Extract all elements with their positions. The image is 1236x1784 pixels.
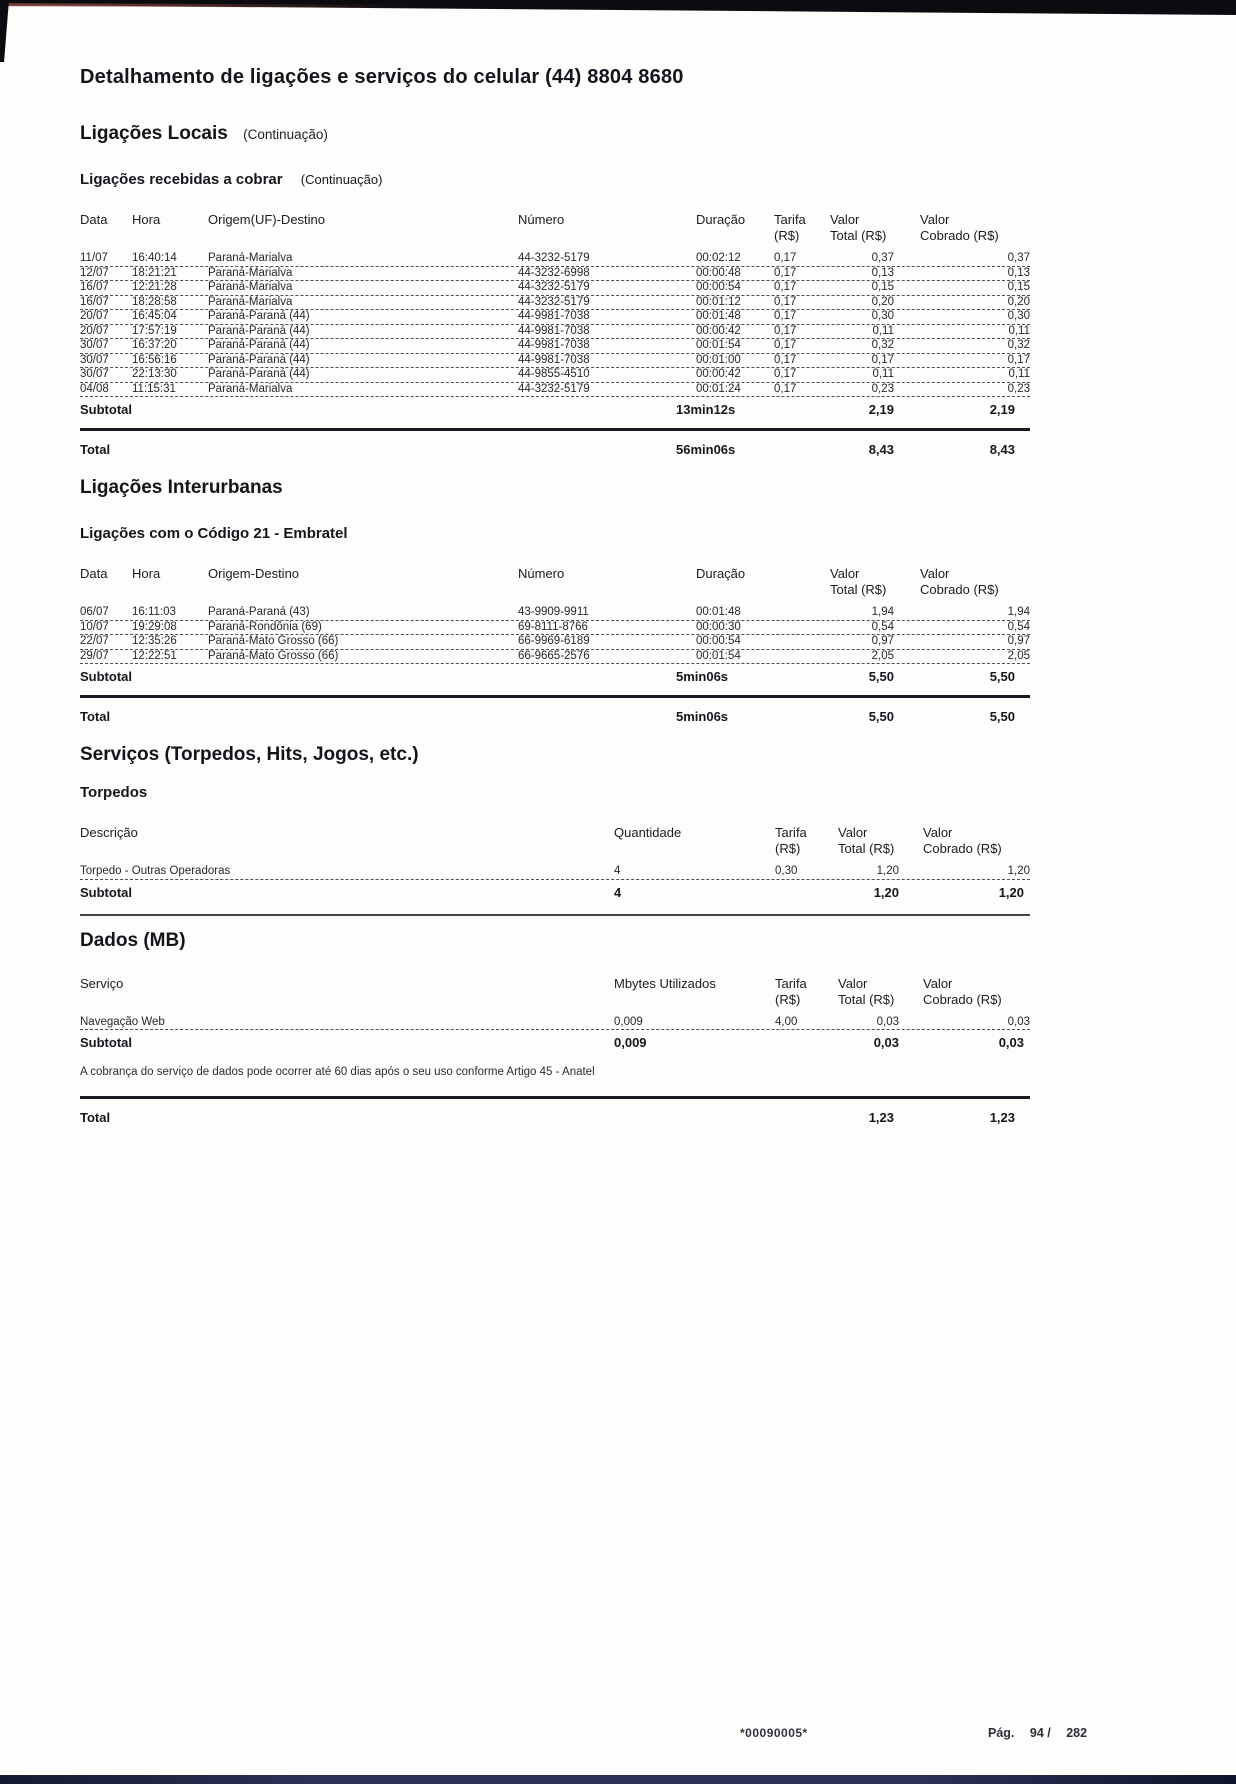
cell-origem: Paraná-Paraná (44) xyxy=(208,353,310,366)
subtotal-duration: 13min12s xyxy=(676,402,736,417)
cell-valor-total: 0,11 xyxy=(872,368,894,380)
col-header-descricao: Descrição xyxy=(80,825,138,840)
table-row xyxy=(80,296,1030,311)
cell-duracao: 00:01:00 xyxy=(696,353,741,366)
col-header-valor-total xyxy=(838,976,923,1008)
col-header-servico: Serviço xyxy=(80,975,124,991)
cell-data: 30/07 xyxy=(80,353,109,366)
col-header-valor-cobrado xyxy=(923,976,1030,1008)
subtotal-label: Subtotal xyxy=(80,669,132,684)
cell-numero: 69-8111-8766 xyxy=(518,620,588,633)
subsection-heading-codigo-21: Ligações com o Código 21 - Embratel xyxy=(80,525,348,542)
subtotal-duration: 5min06s xyxy=(676,669,729,684)
cell-duracao: 00:00:42 xyxy=(696,324,741,337)
total-row xyxy=(80,1099,1030,1131)
total-row xyxy=(80,698,1030,730)
col-header-line: Total (R$) xyxy=(838,841,895,856)
total-row xyxy=(80,431,1030,463)
cell-data: 30/07 xyxy=(80,339,109,351)
cell-hora: 16:37:20 xyxy=(132,339,177,351)
subtotal-valor-total: 2,19 xyxy=(868,402,894,417)
col-header-line: Total (R$) xyxy=(838,991,895,1007)
table-row xyxy=(80,325,1030,340)
cell-hora: 12:22:51 xyxy=(132,649,177,662)
table-row xyxy=(80,1016,1030,1031)
cell-data: 04/08 xyxy=(80,382,109,395)
service-rows-torpedos xyxy=(80,865,1030,880)
cell-data: 30/07 xyxy=(80,368,109,380)
cell-numero: 44-3232-6998 xyxy=(518,266,590,279)
section-heading-ligacoes-locais xyxy=(80,123,1030,145)
footer-page-number xyxy=(988,1726,1099,1740)
bill-content xyxy=(80,0,1030,1131)
total-label: Total xyxy=(80,709,111,724)
table-row xyxy=(80,267,1030,282)
scan-edge-bottom xyxy=(0,1775,1236,1784)
cell-numero: 44-9855-4510 xyxy=(518,368,590,380)
table-row xyxy=(80,606,1030,621)
cell-hora: 12:35:26 xyxy=(132,635,177,647)
cell-origem: Paraná-Mato Grosso (66) xyxy=(208,649,339,662)
cell-numero: 44-9981-7038 xyxy=(518,310,590,322)
subtotal-valor-cobrado: 1,20 xyxy=(998,884,1024,900)
cell-numero: 66-9969-6189 xyxy=(518,635,590,647)
subtotal-mbytes: 0,009 xyxy=(614,1035,647,1050)
col-header-tarifa xyxy=(775,825,838,857)
col-header-tarifa xyxy=(774,212,830,244)
cell-valor-cobrado: 0,11 xyxy=(1008,324,1030,337)
col-header-line: (R$) xyxy=(774,228,800,243)
total-duration: 5min06s xyxy=(676,709,729,724)
col-header-line: Valor xyxy=(838,825,868,840)
table-row xyxy=(80,621,1030,636)
table-row xyxy=(80,368,1030,383)
table-row xyxy=(80,339,1030,354)
cell-numero: 44-3232-5179 xyxy=(518,252,590,264)
footer-page-num: 94 / xyxy=(1029,1726,1051,1740)
cell-tarifa: 0,17 xyxy=(774,252,797,264)
cell-origem: Paraná-Paraná (44) xyxy=(208,368,310,380)
cell-hora: 19:29:08 xyxy=(132,620,177,633)
col-header-line: Cobrado (R$) xyxy=(920,228,999,243)
cell-valor-cobrado: 0,97 xyxy=(1007,635,1030,647)
cell-valor-total: 1,94 xyxy=(871,606,894,618)
cell-valor-cobrado: 0,20 xyxy=(1007,295,1030,308)
subtotal-valor-total: 1,20 xyxy=(873,884,899,900)
col-header-valor-total xyxy=(838,825,923,857)
table-row xyxy=(80,354,1030,369)
cell-tarifa: 0,17 xyxy=(774,281,797,293)
col-header-line: Tarifa xyxy=(775,825,807,840)
cell-valor-total: 0,17 xyxy=(871,353,894,366)
table-header-row xyxy=(80,976,1030,1008)
cell-data: 22/07 xyxy=(80,635,109,647)
col-header-line: Cobrado (R$) xyxy=(920,582,999,597)
cell-tarifa: 0,17 xyxy=(774,310,797,322)
cell-tarifa: 0,17 xyxy=(774,266,797,279)
col-header-mbytes: Mbytes Utilizados xyxy=(614,975,716,991)
cell-hora: 11:15:31 xyxy=(132,382,176,395)
table-header-row xyxy=(80,212,1030,244)
total-valor-cobrado: 5,50 xyxy=(989,709,1015,724)
col-header-line: Total (R$) xyxy=(830,582,887,597)
cell-hora: 16:56:16 xyxy=(132,353,177,366)
cell-hora: 22:13:30 xyxy=(132,368,177,380)
col-header-line: Total (R$) xyxy=(830,228,887,243)
cell-origem: Paraná-Paraná (44) xyxy=(208,310,310,322)
cell-origem: Paraná-Marialva xyxy=(208,382,293,395)
cell-numero: 44-9981-7038 xyxy=(518,353,590,366)
cell-valor-total: 0,11 xyxy=(872,324,894,337)
table-row xyxy=(80,281,1030,296)
total-valor-total: 5,50 xyxy=(868,709,894,724)
cell-duracao: 00:01:48 xyxy=(696,310,741,322)
footer-page-label: Pág. xyxy=(988,1726,1015,1740)
cell-tarifa: 0,17 xyxy=(774,324,797,337)
cell-valor-total: 1,20 xyxy=(876,865,899,877)
subtotal-valor-cobrado: 5,50 xyxy=(989,669,1015,684)
col-header-data: Data xyxy=(80,212,108,227)
col-header-hora: Hora xyxy=(132,212,161,227)
cell-valor-total: 0,30 xyxy=(871,310,894,322)
col-header-line: Valor xyxy=(920,212,950,227)
cell-duracao: 00:02:12 xyxy=(696,252,741,264)
col-header-line: Valor xyxy=(923,975,953,991)
cell-numero: 44-9981-7038 xyxy=(518,324,590,337)
total-valor-total: 1,23 xyxy=(868,1110,894,1125)
continuation-label: (Continuação) xyxy=(300,172,383,187)
cell-tarifa: 0,17 xyxy=(774,339,797,351)
cell-data: 11/07 xyxy=(80,252,108,264)
cell-origem: Paraná-Mato Grosso (66) xyxy=(208,635,339,647)
total-valor-total: 8,43 xyxy=(868,442,894,457)
col-header-numero: Número xyxy=(518,212,565,227)
cell-data: 16/07 xyxy=(80,295,109,308)
subsection-title: Ligações recebidas a cobrar xyxy=(80,171,283,188)
col-header-line: Valor xyxy=(920,566,950,581)
cell-origem: Paraná-Marialva xyxy=(208,252,293,264)
cell-valor-cobrado: 1,94 xyxy=(1007,606,1030,618)
table-row xyxy=(80,650,1030,665)
col-header-origem: Origem-Destino xyxy=(208,566,300,581)
cell-data: 10/07 xyxy=(80,620,109,633)
cell-servico: Navegação Web xyxy=(80,1015,165,1028)
cell-valor-cobrado: 0,17 xyxy=(1007,353,1030,366)
footer-doc-ref: *00090005* xyxy=(740,1726,808,1740)
cell-duracao: 00:01:48 xyxy=(696,606,741,618)
col-header-data: Data xyxy=(80,566,108,581)
cell-tarifa: 0,30 xyxy=(775,865,798,877)
cell-duracao: 00:01:12 xyxy=(696,295,741,308)
cell-quantidade: 4 xyxy=(614,865,621,877)
subtotal-row xyxy=(80,397,1030,421)
col-header-valor-cobrado xyxy=(920,212,1030,244)
call-rows-interurbanas xyxy=(80,606,1030,664)
page-title: Detalhamento de ligações e serviços do celular (44) 8804 8680 xyxy=(80,66,684,88)
cell-data: 06/07 xyxy=(80,606,109,618)
cell-numero: 44-9981-7038 xyxy=(518,339,590,351)
table-row xyxy=(80,383,1030,398)
cell-hora: 16:11:03 xyxy=(132,606,176,618)
cell-valor-total: 0,03 xyxy=(876,1015,899,1028)
cell-origem: Paraná-Paraná (44) xyxy=(208,339,310,351)
subsection-heading-recebidas-a-cobrar xyxy=(80,171,1030,188)
cell-valor-total: 0,13 xyxy=(871,266,894,279)
cell-tarifa: 0,17 xyxy=(774,353,797,366)
cell-valor-cobrado: 0,32 xyxy=(1007,339,1030,351)
table-row xyxy=(80,252,1030,267)
cell-valor-total: 0,20 xyxy=(871,295,894,308)
subtotal-valor-cobrado: 2,19 xyxy=(989,402,1015,417)
cell-valor-cobrado: 0,11 xyxy=(1008,368,1030,380)
cell-hora: 12:21:28 xyxy=(132,281,177,293)
col-header-line: Valor xyxy=(923,825,953,840)
cell-origem: Paraná-Marialva xyxy=(208,281,293,293)
table-header-row xyxy=(80,566,1030,598)
cell-valor-cobrado: 0,37 xyxy=(1007,252,1030,264)
cell-valor-total: 2,05 xyxy=(871,649,894,662)
cell-origem: Paraná-Paraná (43) xyxy=(208,606,310,618)
total-label: Total xyxy=(80,442,111,457)
table-header-row xyxy=(80,825,1030,857)
call-rows-locais xyxy=(80,252,1030,397)
cell-hora: 18:28:58 xyxy=(132,295,177,308)
cell-origem: Paraná-Marialva xyxy=(208,266,293,279)
subtotal-label: Subtotal xyxy=(80,402,132,417)
subtotal-row xyxy=(80,1030,1030,1054)
cell-mbytes: 0,009 xyxy=(614,1015,643,1028)
cell-origem: Paraná-Rondônia (69) xyxy=(208,620,322,633)
cell-valor-total: 0,23 xyxy=(871,382,894,395)
cell-duracao: 00:00:30 xyxy=(696,620,741,633)
cell-valor-total: 0,54 xyxy=(871,620,894,633)
cell-valor-cobrado: 0,23 xyxy=(1007,382,1030,395)
continuation-label: (Continuação) xyxy=(243,127,328,142)
cell-origem: Paraná-Marialva xyxy=(208,295,293,308)
subtotal-valor-cobrado: 0,03 xyxy=(998,1035,1024,1050)
section-heading-dados-mb: Dados (MB) xyxy=(80,929,186,951)
divider xyxy=(80,914,1030,916)
anatel-note: A cobrança do serviço de dados pode ocorrer até 60 dias após o seu uso conforme Artigo 45 - Anatel xyxy=(80,1066,595,1078)
cell-hora: 16:40:14 xyxy=(132,252,177,264)
cell-valor-cobrado: 0,03 xyxy=(1007,1015,1030,1028)
cell-data: 20/07 xyxy=(80,310,109,322)
cell-data: 20/07 xyxy=(80,324,109,337)
col-header-line: Cobrado (R$) xyxy=(923,991,1002,1007)
cell-numero: 66-9665-2576 xyxy=(518,649,590,662)
cell-duracao: 00:00:54 xyxy=(696,281,741,293)
subtotal-label: Subtotal xyxy=(80,884,132,900)
total-label: Total xyxy=(80,1110,111,1125)
cell-valor-total: 0,32 xyxy=(871,339,894,351)
cell-duracao: 00:01:24 xyxy=(696,382,741,395)
col-header-duracao: Duração xyxy=(696,566,746,581)
section-heading-servicos: Serviços (Torpedos, Hits, Jogos, etc.) xyxy=(80,744,419,765)
cell-valor-cobrado: 1,20 xyxy=(1007,865,1030,877)
cell-origem: Paraná-Paraná (44) xyxy=(208,324,310,337)
col-header-quantidade: Quantidade xyxy=(614,825,682,840)
cell-data: 29/07 xyxy=(80,649,109,662)
col-header-hora: Hora xyxy=(132,566,161,581)
subtotal-valor-total: 5,50 xyxy=(868,669,894,684)
col-header-line: Tarifa xyxy=(775,975,807,991)
cell-duracao: 00:00:42 xyxy=(696,368,741,380)
cell-data: 16/07 xyxy=(80,281,109,293)
cell-valor-cobrado: 0,13 xyxy=(1007,266,1030,279)
col-header-line: Tarifa xyxy=(774,212,806,227)
total-duration: 56min06s xyxy=(676,442,736,457)
cell-duracao: 00:01:54 xyxy=(696,339,741,351)
col-header-tarifa xyxy=(775,976,838,1008)
col-header-valor-cobrado xyxy=(920,566,1030,598)
cell-numero: 44-3232-5179 xyxy=(518,382,590,395)
subsection-heading-torpedos: Torpedos xyxy=(80,784,148,801)
subtotal-quantidade: 4 xyxy=(614,884,622,900)
table-row xyxy=(80,865,1030,880)
cell-tarifa: 0,17 xyxy=(774,295,797,308)
cell-numero: 44-3232-5179 xyxy=(518,281,590,293)
col-header-line: (R$) xyxy=(775,841,801,856)
cell-tarifa: 0,17 xyxy=(774,368,797,380)
col-header-line: Valor xyxy=(830,566,860,581)
col-header-line: (R$) xyxy=(775,991,801,1007)
col-header-line: Cobrado (R$) xyxy=(923,841,1002,856)
cell-valor-cobrado: 2,05 xyxy=(1007,649,1030,662)
cell-hora: 18:21:21 xyxy=(132,266,177,279)
col-header-line: Valor xyxy=(830,212,860,227)
col-header-valor-cobrado xyxy=(923,825,1030,857)
cell-valor-total: 0,15 xyxy=(871,281,894,293)
cell-valor-cobrado: 0,54 xyxy=(1007,620,1030,633)
scan-edge-left xyxy=(0,0,9,62)
subtotal-row xyxy=(80,880,1030,904)
footer-page-total: 282 xyxy=(1066,1726,1088,1740)
section-title: Ligações Locais xyxy=(80,123,228,144)
col-header-line: Valor xyxy=(838,975,868,991)
section-heading-interurbanas: Ligações Interurbanas xyxy=(80,477,283,498)
col-header-origem: Origem(UF)-Destino xyxy=(208,212,326,227)
table-row xyxy=(80,635,1030,650)
cell-data: 12/07 xyxy=(80,266,109,279)
subtotal-valor-total: 0,03 xyxy=(873,1035,899,1050)
cell-hora: 16:45:04 xyxy=(132,310,177,322)
subtotal-label: Subtotal xyxy=(80,1035,132,1050)
cell-descricao: Torpedo - Outras Operadoras xyxy=(80,865,231,877)
col-header-numero: Número xyxy=(518,566,565,581)
col-header-valor-total xyxy=(830,566,920,598)
cell-tarifa: 0,17 xyxy=(774,382,797,395)
cell-valor-cobrado: 0,15 xyxy=(1007,281,1030,293)
cell-numero: 43-9909-9911 xyxy=(518,606,589,618)
cell-duracao: 00:00:54 xyxy=(696,635,741,647)
table-row xyxy=(80,310,1030,325)
cell-hora: 17:57:19 xyxy=(132,324,177,337)
subtotal-row xyxy=(80,664,1030,688)
cell-valor-total: 0,37 xyxy=(871,252,894,264)
cell-duracao: 00:01:54 xyxy=(696,649,741,662)
cell-numero: 44-3232-5179 xyxy=(518,295,590,308)
total-valor-cobrado: 8,43 xyxy=(989,442,1015,457)
cell-tarifa: 4,00 xyxy=(775,1015,798,1028)
cell-valor-cobrado: 0,30 xyxy=(1007,310,1030,322)
col-header-duracao: Duração xyxy=(696,212,746,227)
cell-duracao: 00:00:48 xyxy=(696,266,741,279)
service-rows-dados xyxy=(80,1016,1030,1031)
col-header-valor-total xyxy=(830,212,920,244)
total-valor-cobrado: 1,23 xyxy=(989,1110,1015,1125)
cell-valor-total: 0,97 xyxy=(871,635,894,647)
